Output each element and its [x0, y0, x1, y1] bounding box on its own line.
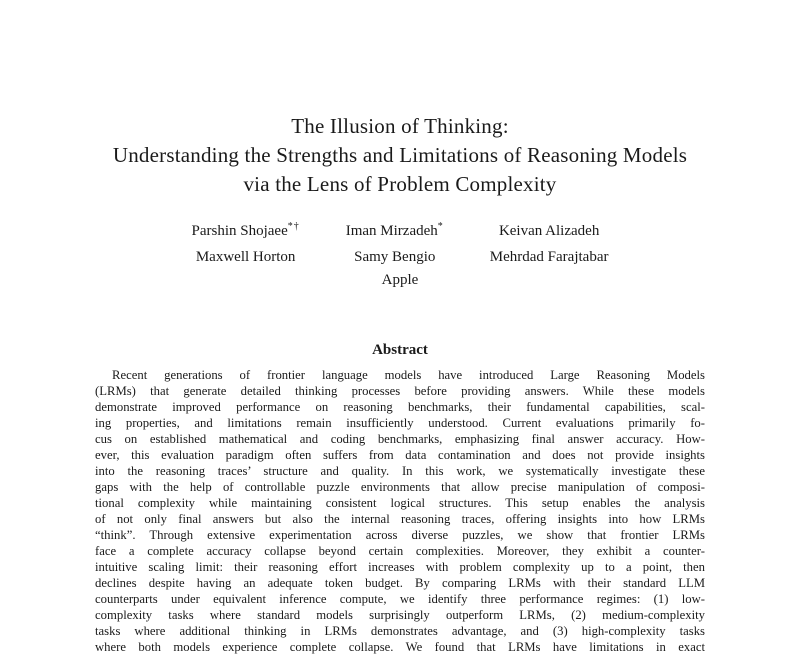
author-name-text: Keivan Alizadeh: [498, 223, 600, 239]
author-name: [346, 216, 444, 242]
author-name: [490, 242, 609, 268]
abstract-line: intuitive scaling limit: their reasoning effort increases with problem complexity up to a point, then: [95, 560, 705, 574]
title-line-1: The Illusion of Thinking:: [291, 114, 509, 138]
abstract-line: demonstrate improved performance on reasoning benchmarks, their fundamental capabilities, scal-: [95, 400, 705, 414]
abstract-line: ing properties, and limitations remain insufficiently understood. Current evaluations primarily fo-: [95, 416, 705, 430]
abstract-line: where both models experience complete collapse. We found that LRMs have limitations in exact: [95, 640, 705, 654]
author-mark: *: [437, 221, 444, 232]
author-name: [196, 242, 296, 268]
author-name-text: Maxwell Horton: [195, 249, 296, 265]
abstract-line: (LRMs) that generate detailed thinking processes before providing answers. While these models: [95, 384, 705, 398]
author-mark: *†: [287, 221, 300, 232]
paper-title: [0, 112, 800, 199]
title-line-3: via the Lens of Problem Complexity: [243, 172, 557, 196]
author-name-text: Mehrdad Farajtabar: [489, 249, 609, 265]
abstract-line: cus on established mathematical and coding benchmarks, emphasizing final answer accuracy. How-: [95, 432, 705, 446]
abstract-line: ever, this evaluation paradigm often suffers from data contamination and does not provide insights: [95, 448, 705, 462]
author-name: [192, 216, 300, 242]
abstract-line: “think”. Through extensive experimentation across diverse puzzles, we show that frontier LRMs: [95, 528, 705, 542]
abstract-body: [95, 367, 705, 654]
author-name-text: Samy Bengio: [354, 249, 436, 265]
abstract-line: face a complete accuracy collapse beyond certain complexities. Moreover, they exhibit a counter-: [95, 544, 705, 558]
author-name: [354, 242, 435, 268]
abstract-line: of not only final answers but also the internal reasoning traces, offering insights into how LRMs: [95, 512, 705, 526]
abstract-line: into the reasoning traces’ structure and quality. In this work, we systematically investigate these: [95, 464, 705, 478]
author-name-text: Parshin Shojaee: [191, 223, 288, 239]
abstract-line: gaps with the help of controllable puzzle environments that allow precise manipulation of composi-: [95, 480, 705, 494]
abstract-line: tional complexity while maintaining consistent logical structures. This setup enables the analysis: [95, 496, 705, 510]
author-name: [499, 216, 599, 242]
author-block: [0, 216, 800, 268]
abstract-line: counterparts under equivalent inference compute, we identify three performance regimes: (1) low-: [95, 592, 705, 606]
abstract-line: declines despite having an adequate token budget. By comparing LRMs with their standard LLM: [95, 576, 705, 590]
author-column-1: [192, 216, 300, 268]
author-column-2: [346, 216, 444, 268]
abstract-heading: Abstract: [372, 342, 428, 358]
abstract-line: complexity tasks where standard models surprisingly outperform LRMs, (2) medium-complexity: [95, 608, 705, 622]
abstract-line: Recent generations of frontier language models have introduced Large Reasoning Models: [112, 368, 705, 382]
title-line-2: Understanding the Strengths and Limitations of Reasoning Models: [112, 143, 688, 167]
author-column-3: [490, 216, 609, 268]
abstract-line: tasks where additional thinking in LRMs demonstrates advantage, and (3) high-complexity tasks: [95, 624, 705, 638]
affiliation: Apple: [381, 272, 419, 288]
author-name-text: Iman Mirzadeh: [345, 223, 438, 239]
